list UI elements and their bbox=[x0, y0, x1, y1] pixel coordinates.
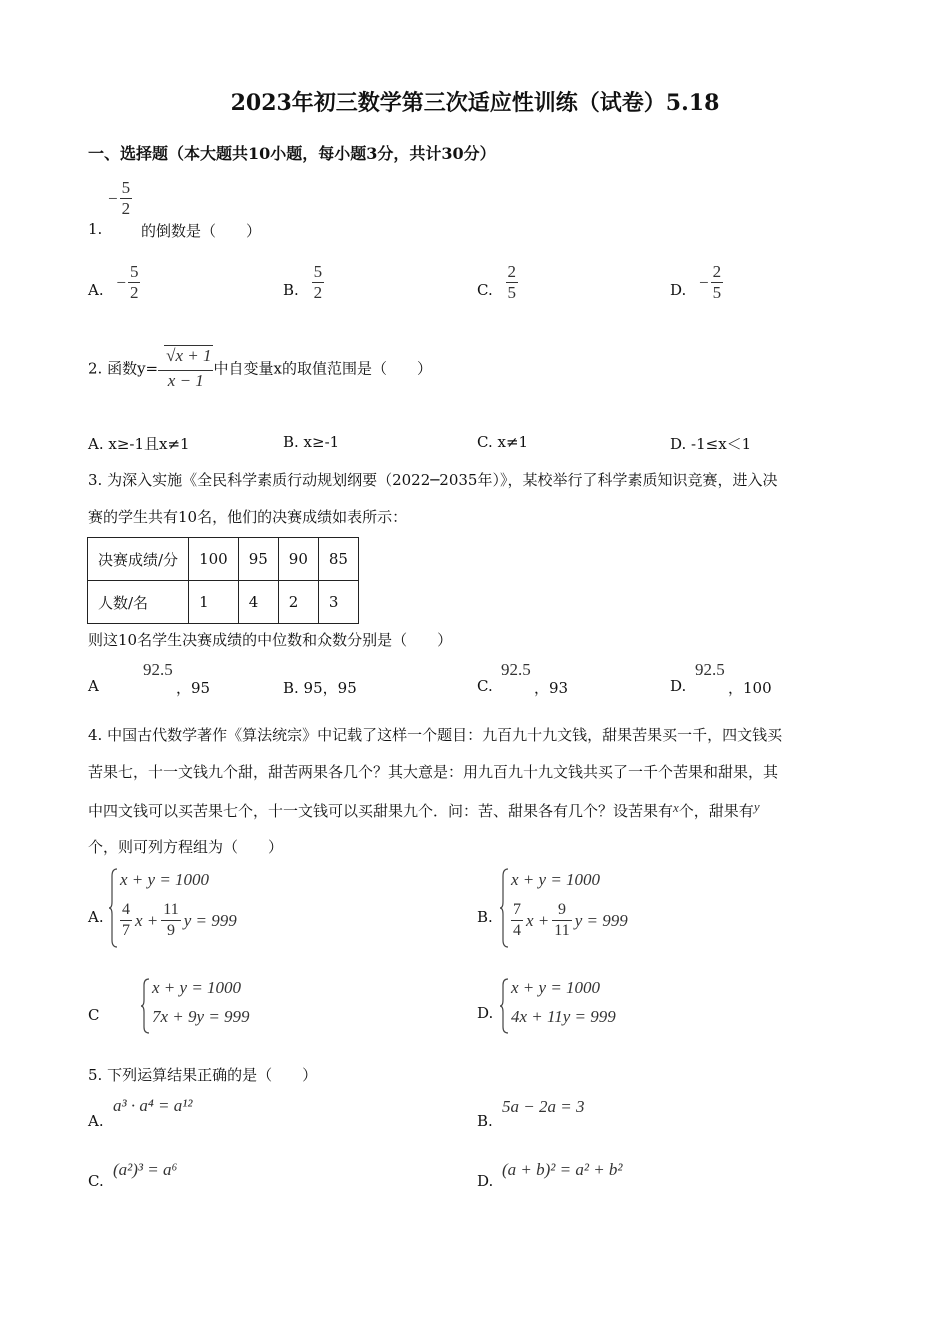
page-title: 2023年初三数学第三次适应性训练（试卷）5.18 bbox=[230, 90, 720, 116]
q5-option-a[interactable]: A. a³ · a⁴ = a¹² bbox=[88, 1096, 193, 1130]
q4-option-b[interactable]: B. x + y = 1000 $\frac{7}{4}$ x + $\frac{9}{11}$ y = 999 bbox=[477, 866, 677, 948]
table-cell: 100 bbox=[189, 538, 239, 581]
q2-option-c[interactable]: C. x≠1 bbox=[477, 433, 529, 451]
q3-line-1: 3. 为深入实施《全民科学素质行动规划纲要（2022─2035年）》，某校举行了科学素质知识竞赛，进入决 bbox=[88, 471, 778, 489]
brace-icon bbox=[140, 978, 150, 1034]
table-cell: 90 bbox=[278, 538, 318, 581]
table-cell: 85 bbox=[318, 538, 358, 581]
q3-option-d[interactable]: D. 92.5 ，100 bbox=[670, 660, 772, 697]
q5-option-b[interactable]: B. 5a − 2a = 3 bbox=[477, 1097, 585, 1130]
q5-option-d[interactable]: D. (a + b)² = a² + b² bbox=[477, 1160, 623, 1190]
table-cell: 人数/名 bbox=[88, 581, 189, 624]
table-cell: 2 bbox=[278, 581, 318, 624]
q3-line-2: 赛的学生共有10名，他们的决赛成绩如表所示： bbox=[88, 508, 408, 526]
q1-text: 的倒数是（ ） bbox=[141, 222, 262, 240]
q1-stem-fraction: − $\frac{5}{2}$ bbox=[108, 178, 131, 218]
q2-option-a[interactable]: A. x≥-1且x≠1 bbox=[88, 435, 190, 453]
brace-icon bbox=[499, 978, 509, 1034]
brace-icon bbox=[108, 868, 118, 948]
q5-stem: 5. 下列运算结果正确的是（ ） bbox=[88, 1066, 318, 1084]
q5-option-c[interactable]: C. (a²)³ = a⁶ bbox=[88, 1160, 178, 1190]
q1-option-a[interactable]: A. − $\frac{5}{2}$ bbox=[88, 262, 139, 302]
q4-option-a[interactable]: A. x + y = 1000 $\frac{4}{7}$ x + $\frac{11}{9}$ y = 999 bbox=[88, 866, 288, 948]
q4-option-c[interactable]: C x + y = 1000 7x + 9y = 999 bbox=[88, 976, 288, 1036]
q1-option-d[interactable]: D. − $\frac{2}{5}$ bbox=[670, 262, 722, 302]
q1-number: 1. bbox=[88, 220, 103, 238]
q4-line-4: 个，则可列方程组为（ ） bbox=[88, 838, 284, 856]
table-cell: 4 bbox=[238, 581, 278, 624]
table-cell: 3 bbox=[318, 581, 358, 624]
q2-stem: 2. 函数y= $\frac{√x + 1}{x - 1}$ 中自变量x的取值范围是（ ） bbox=[88, 346, 432, 390]
table-cell: 1 bbox=[189, 581, 239, 624]
table-row bbox=[88, 581, 359, 624]
q4-line-1: 4. 中国古代数学著作《算法统宗》中记载了这样一个题目：九百九十九文钱，甜果苦果买一千，四文钱买 bbox=[88, 726, 783, 744]
q1-option-c[interactable]: C. $\frac{2}{5}$ bbox=[477, 262, 516, 302]
q4-option-d[interactable]: D. x + y = 1000 4x + 11y = 999 bbox=[477, 976, 677, 1036]
q1-option-b[interactable]: B. $\frac{5}{2}$ bbox=[283, 262, 323, 302]
q4-line-2: 苦果七，十一文钱九个甜，甜苦两果各几个？其大意是：用九百九十九文钱共买了一千个苦果和甜果，其 bbox=[88, 763, 779, 781]
q2-option-d[interactable]: D. -1≤x＜1 bbox=[670, 435, 752, 453]
q3-option-c[interactable]: C. 92.5 ，93 bbox=[477, 660, 569, 697]
brace-icon bbox=[499, 868, 509, 948]
q3-option-b[interactable]: B. 95，95 bbox=[283, 679, 357, 697]
table-cell: 决赛成绩/分 bbox=[88, 538, 189, 581]
score-table bbox=[87, 537, 359, 624]
section-heading: 一、选择题（本大题共10小题，每小题3分，共计30分） bbox=[88, 144, 496, 163]
q2-option-b[interactable]: B. x≥-1 bbox=[283, 433, 340, 451]
q3-option-a[interactable]: A 92.5 ，95 bbox=[88, 660, 211, 697]
q4-line-3: 中四文钱可以买苦果七个，十一文钱可以买甜果九个．问：苦、甜果各有几个？设苦果有x个，甜果有y bbox=[88, 799, 760, 820]
q3-question: 则这10名学生决赛成绩的中位数和众数分别是（ ） bbox=[88, 631, 453, 649]
table-row bbox=[88, 538, 359, 581]
table-cell: 95 bbox=[238, 538, 278, 581]
